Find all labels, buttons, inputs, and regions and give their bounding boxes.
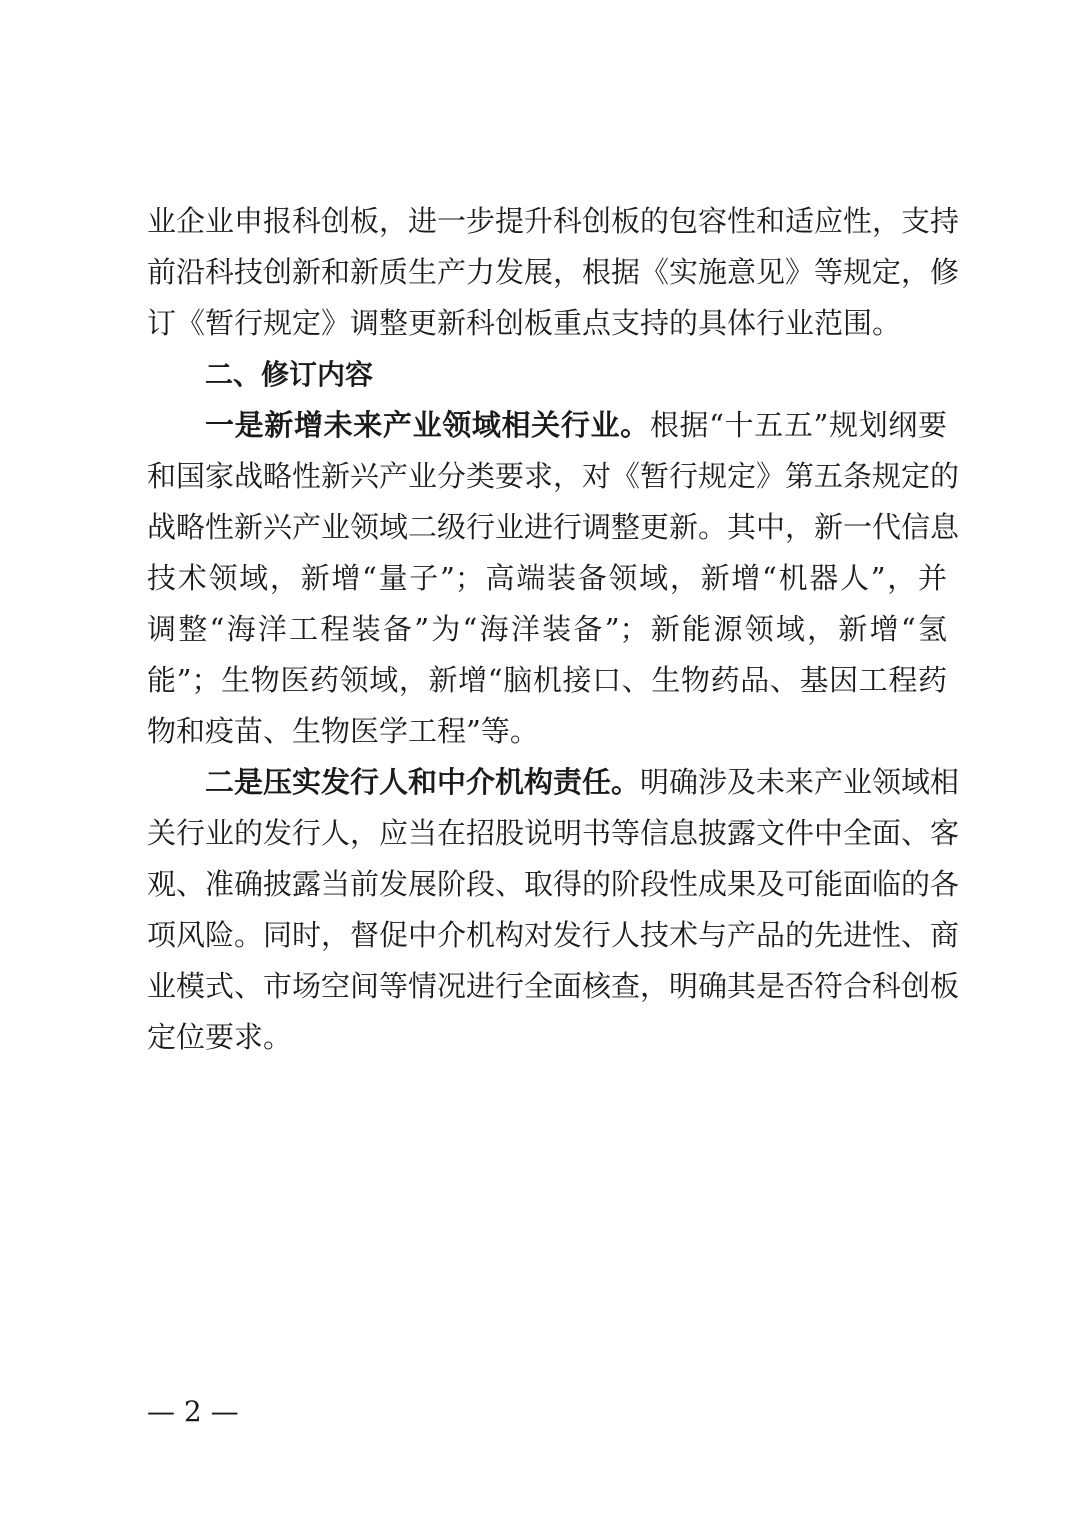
item-one-line-4: 技术领域，新增“量子”；高端装备领域，新增“机器人”，并 bbox=[147, 561, 947, 595]
item-two-lead: 二是压实发行人和中介机构责任。 bbox=[205, 765, 641, 799]
item-two-line-5: 业模式、市场空间等情况进行全面核查，明确其是否符合科创板 bbox=[147, 969, 960, 1003]
item-one-line-5: 调整“海洋工程装备”为“海洋装备”；新能源领域，新增“氢 bbox=[147, 612, 947, 646]
item-two-first-line-rest: 明确涉及未来产业领域相 bbox=[640, 765, 960, 799]
item-two-line-4: 项风险。同时，督促中介机构对发行人技术与产品的先进性、商 bbox=[147, 918, 960, 952]
page-number: — 2 — bbox=[147, 1395, 239, 1428]
intro-line-1: 业企业申报科创板，进一步提升科创板的包容性和适应性，支持 bbox=[147, 204, 960, 238]
item-two-line-2: 关行业的发行人，应当在招股说明书等信息披露文件中全面、客 bbox=[147, 816, 960, 850]
item-one-line-2: 和国家战略性新兴产业分类要求，对《暂行规定》第五条规定的 bbox=[147, 459, 960, 493]
item-one-lead: 一是新增未来产业领域相关行业。 bbox=[205, 408, 650, 442]
section-heading-block bbox=[147, 349, 947, 400]
item-two-first-line bbox=[147, 757, 960, 808]
item-one-first-line-rest: 根据“十五五”规划纲要 bbox=[649, 408, 947, 442]
item-one-line-6: 能”；生物医药领域，新增“脑机接口、生物药品、基因工程药 bbox=[147, 663, 947, 697]
section-heading: 二、修订内容 bbox=[205, 358, 374, 391]
item-one-first-line bbox=[147, 400, 947, 451]
item-one-paragraph bbox=[147, 400, 960, 757]
intro-paragraph bbox=[147, 196, 960, 349]
intro-line-2: 前沿科技创新和新质生产力发展，根据《实施意见》等规定，修 bbox=[147, 255, 960, 289]
item-one-line-3: 战略性新兴产业领域二级行业进行调整更新。其中，新一代信息 bbox=[147, 510, 960, 544]
item-two-line-3: 观、准确披露当前发展阶段、取得的阶段性成果及可能面临的各 bbox=[147, 867, 960, 901]
item-two-line-6: 定位要求。 bbox=[147, 1020, 293, 1054]
item-one-line-7: 物和疫苗、生物医学工程”等。 bbox=[147, 714, 539, 748]
item-two-paragraph bbox=[147, 757, 960, 1063]
intro-line-3: 订《暂行规定》调整更新科创板重点支持的具体行业范围。 bbox=[147, 306, 902, 340]
